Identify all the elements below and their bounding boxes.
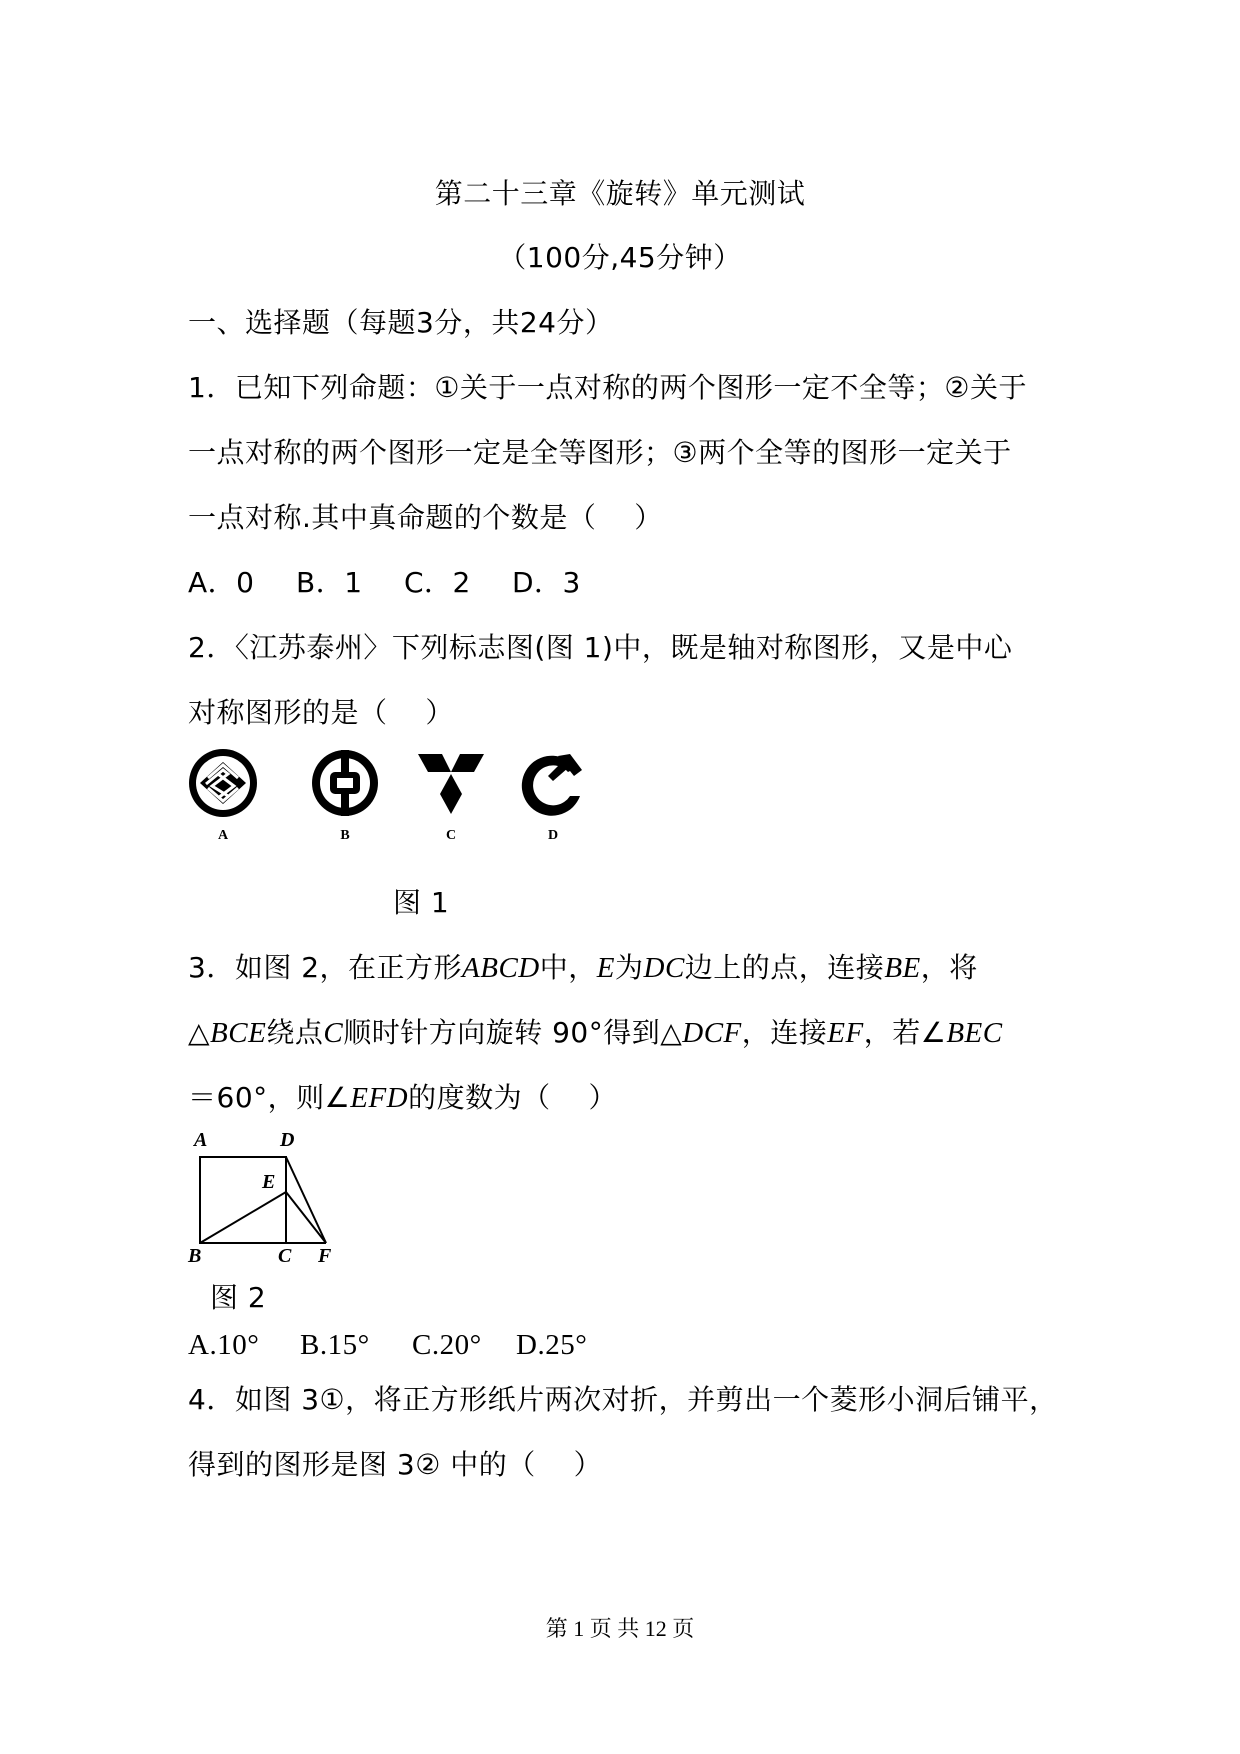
option-a: A.10° <box>188 1329 260 1361</box>
question-text-line: 得到的图形是图 3② 中的（ ） <box>188 1448 603 1481</box>
option-b: B．1 <box>296 566 363 599</box>
answer-options <box>188 565 581 601</box>
point-label-c: C <box>278 1245 292 1267</box>
figure-caption: 图 1 <box>393 886 450 919</box>
china-mobile-logo-icon <box>188 748 258 818</box>
option-c: C．2 <box>404 566 471 599</box>
logo-label-a: A <box>217 828 229 843</box>
logo-label-b: B <box>340 828 350 843</box>
logo-label-d: D <box>547 828 559 843</box>
logo-figure <box>188 748 608 848</box>
option-d: D．3 <box>512 566 581 599</box>
option-b: B.15° <box>300 1329 370 1361</box>
mitsubishi-style-logo-icon <box>416 748 486 818</box>
page-subtitle: （100分,45分钟） <box>498 241 742 274</box>
question-text-line: 3．如图 2，在正方形ABCD中，E为DC边上的点，连接BE，将 <box>188 951 978 984</box>
answer-options <box>188 1327 587 1363</box>
question-text-line: 1．已知下列命题：①关于一点对称的两个图形一定不全等；②关于 <box>188 371 1028 404</box>
question-text-line: 4．如图 3①，将正方形纸片两次对折，并剪出一个菱形小洞后铺平， <box>188 1383 1058 1416</box>
question-text-line: 一点对称.其中真命题的个数是（ ） <box>188 501 663 534</box>
section-title: 一、选择题（每题3分，共24分） <box>188 306 614 339</box>
question-text-line: 2．〈江苏泰州〉下列标志图(图 1)中，既是轴对称图形，又是中心 <box>188 631 1013 664</box>
question-text-line: 对称图形的是（ ） <box>188 696 454 729</box>
option-d: D.25° <box>516 1329 588 1361</box>
question-text-line: ＝60°，则∠EFD的度数为（ ） <box>188 1081 618 1114</box>
question-text-line: △BCE绕点C顺时针方向旋转 90°得到△DCF，连接EF，若∠BEC <box>188 1016 1003 1049</box>
figure-caption: 图 2 <box>210 1281 267 1314</box>
point-label-f: F <box>318 1245 332 1267</box>
logo-label-c: C <box>445 828 457 843</box>
page-title: 第二十三章《旋转》单元测试 <box>434 177 806 210</box>
point-label-a: A <box>194 1129 208 1151</box>
option-c: C.20° <box>412 1329 482 1361</box>
page-footer: 第 1 页 共 12 页 <box>545 1616 695 1641</box>
construction-bank-logo-icon <box>518 748 588 818</box>
option-a: A．0 <box>188 566 255 599</box>
bank-of-china-logo-icon <box>310 748 380 818</box>
point-label-b: B <box>188 1245 202 1267</box>
question-text-line: 一点对称的两个图形一定是全等图形；③两个全等的图形一定关于 <box>188 436 1012 469</box>
point-label-e: E <box>262 1171 276 1193</box>
point-label-d: D <box>280 1129 295 1151</box>
square-rotation-diagram <box>188 1129 348 1270</box>
